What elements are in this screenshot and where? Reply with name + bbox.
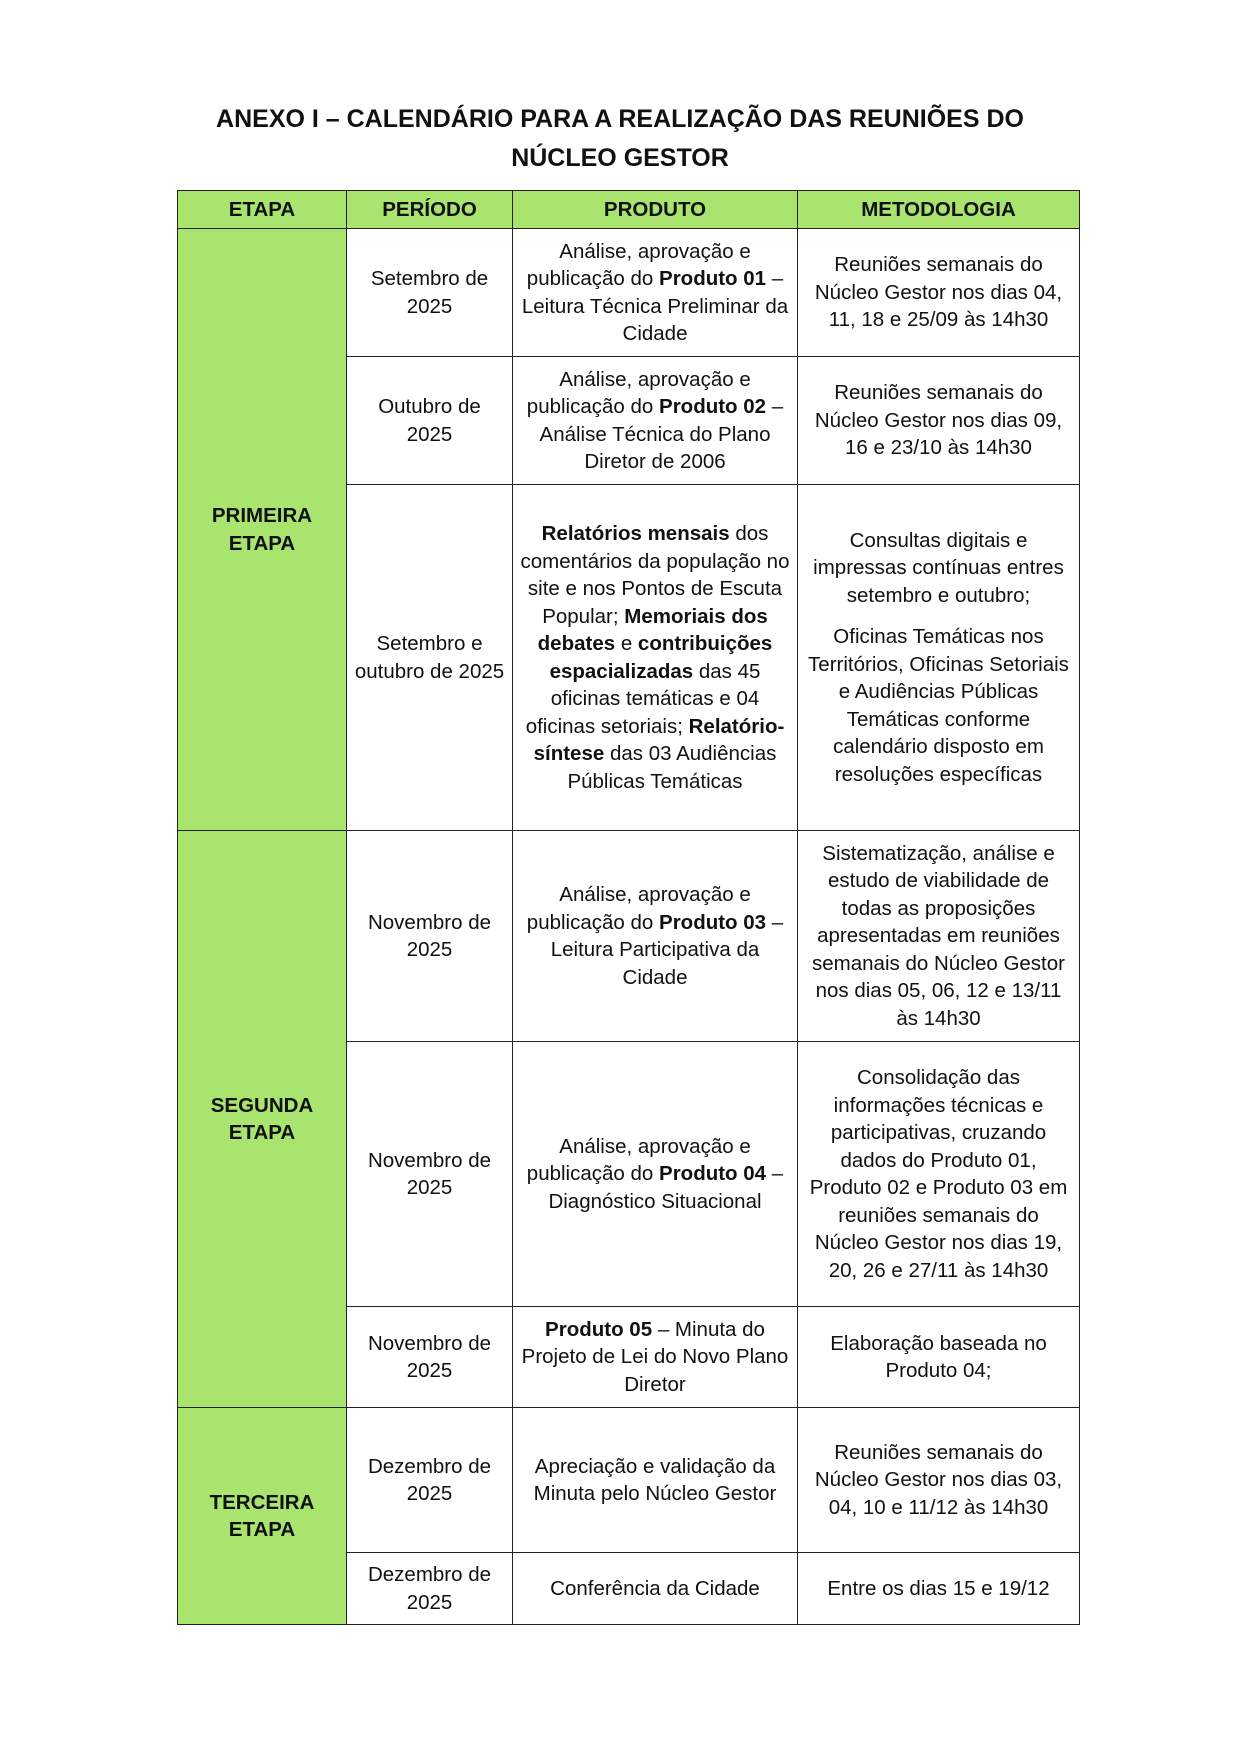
metodologia-cell: Elaboração baseada no Produto 04;	[798, 1307, 1080, 1408]
periodo-cell: Setembro e outubro de 2025	[347, 485, 513, 831]
etapa-segunda: SEGUNDA ETAPA	[178, 831, 347, 1408]
metodologia-cell: Reuniões semanais do Núcleo Gestor nos dias 09, 16 e 23/10 às 14h30	[798, 357, 1080, 485]
header-periodo: PERÍODO	[347, 191, 513, 229]
periodo-cell: Outubro de 2025	[347, 357, 513, 485]
header-metodologia: METODOLOGIA	[798, 191, 1080, 229]
table-row	[178, 831, 1080, 1042]
periodo-cell: Novembro de 2025	[347, 1307, 513, 1408]
table-row	[178, 229, 1080, 357]
header-produto: PRODUTO	[513, 191, 798, 229]
periodo-cell: Dezembro de 2025	[347, 1553, 513, 1625]
periodo-cell: Dezembro de 2025	[347, 1408, 513, 1553]
periodo-cell: Novembro de 2025	[347, 1042, 513, 1307]
title-line-1: ANEXO I – CALENDÁRIO PARA A REALIZAÇÃO DAS REUNIÕES DO	[216, 105, 1024, 133]
metodologia-cell: Consolidação das informações técnicas e participativas, cruzando dados do Produto 01, Produto 02 e Produto 03 em reuniões semanais do Núcleo Gestor nos dias 19, 20, 26 e 27/11 às 14h30	[798, 1042, 1080, 1307]
etapa-terceira: TERCEIRA ETAPA	[178, 1408, 347, 1625]
header-row	[178, 191, 1080, 229]
metodologia-cell: Entre os dias 15 e 19/12	[798, 1553, 1080, 1625]
metodologia-cell: Reuniões semanais do Núcleo Gestor nos dias 04, 11, 18 e 25/09 às 14h30	[798, 229, 1080, 357]
periodo-cell: Novembro de 2025	[347, 831, 513, 1042]
header-etapa: ETAPA	[178, 191, 347, 229]
table-row	[178, 1408, 1080, 1553]
calendar-table	[177, 190, 1080, 1625]
produto-cell: Análise, aprovação e publicação do Produto 03 – Leitura Participativa da Cidade	[513, 831, 798, 1042]
produto-cell: Análise, aprovação e publicação do Produto 02 – Análise Técnica do Plano Diretor de 2006	[513, 357, 798, 485]
produto-cell: Produto 05 – Minuta do Projeto de Lei do Novo Plano Diretor	[513, 1307, 798, 1408]
metodologia-cell: Sistematização, análise e estudo de viabilidade de todas as proposições apresentadas em reuniões semanais do Núcleo Gestor nos dias 05, 06, 12 e 13/11 às 14h30	[798, 831, 1080, 1042]
produto-cell: Relatórios mensais dos comentários da população no site e nos Pontos de Escuta Popular; Memoriais dos debates e contribuições espacializadas das 45 oficinas temáticas e 04 oficinas setoriais; Relatório-síntese das 03 Audiências Públicas Temáticas	[513, 485, 798, 831]
metodologia-cell: Reuniões semanais do Núcleo Gestor nos dias 03, 04, 10 e 11/12 às 14h30	[798, 1408, 1080, 1553]
produto-cell: Apreciação e validação da Minuta pelo Núcleo Gestor	[513, 1408, 798, 1553]
title-line-2: NÚCLEO GESTOR	[511, 144, 729, 172]
periodo-cell: Setembro de 2025	[347, 229, 513, 357]
produto-cell: Conferência da Cidade	[513, 1553, 798, 1625]
etapa-primeira: PRIMEIRA ETAPA	[178, 229, 347, 831]
produto-cell: Análise, aprovação e publicação do Produto 04 – Diagnóstico Situacional	[513, 1042, 798, 1307]
metodologia-cell: Consultas digitais e impressas contínuas entres setembro e outubro; Oficinas Temáticas nos Territórios, Oficinas Setoriais e Audiências Públicas Temáticas conforme calendário disposto em resoluções específicas	[798, 485, 1080, 831]
produto-cell: Análise, aprovação e publicação do Produto 01 – Leitura Técnica Preliminar da Cidade	[513, 229, 798, 357]
page-title	[150, 100, 1090, 178]
